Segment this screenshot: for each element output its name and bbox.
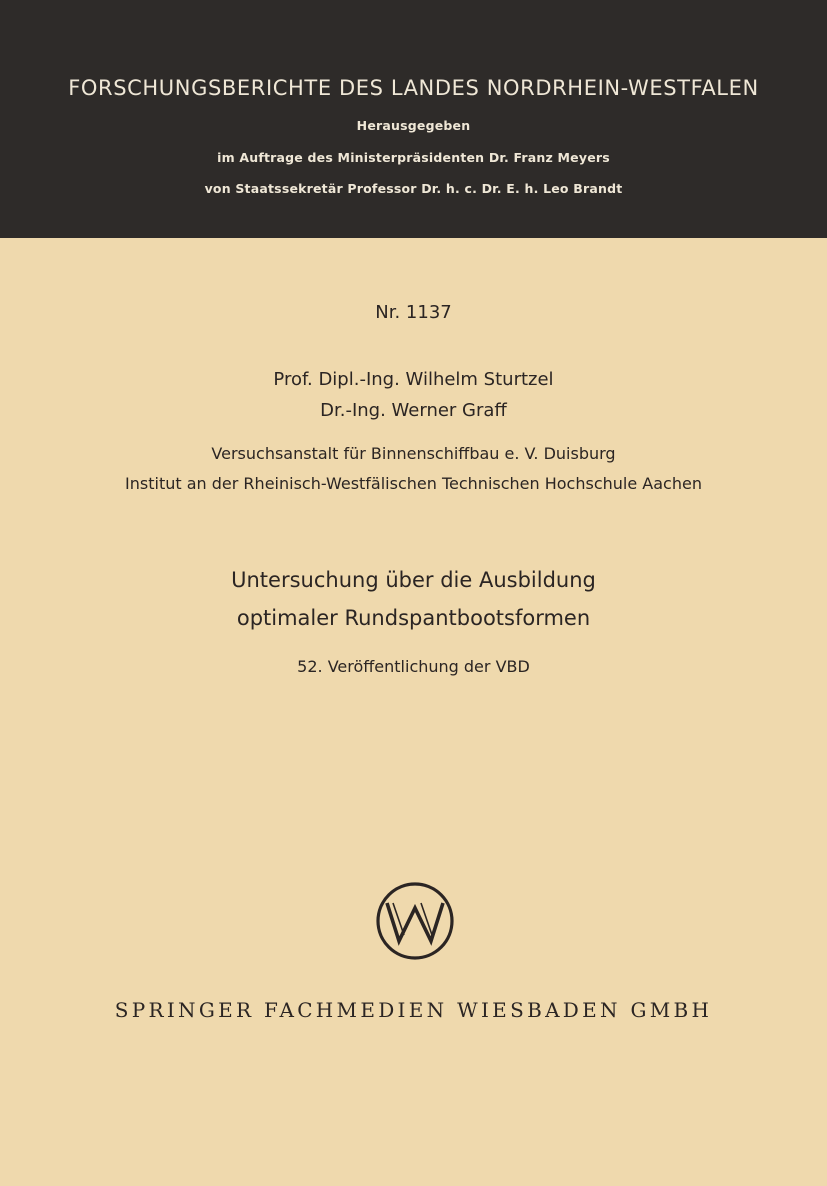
- header-band: [0, 0, 827, 238]
- book-subtitle: 52. Veröffentlichung der VBD: [297, 657, 530, 676]
- series-title: FORSCHUNGSBERICHTE DES LANDES NORDRHEIN-WESTFALEN: [68, 76, 759, 100]
- book-title-line-1: Untersuchung über die Ausbildung: [231, 568, 596, 592]
- issue-number: Nr. 1137: [375, 302, 452, 323]
- author-name: Prof. Dipl.-Ing. Wilhelm Sturtzel: [273, 369, 554, 390]
- author-name: Dr.-Ing. Werner Graff: [320, 400, 507, 421]
- publisher-name: SPRINGER FACHMEDIEN WIESBADEN GMBH: [114, 998, 713, 1022]
- editor-line-3: von Staatssekretär Professor Dr. h. c. Dr. E. h. Leo Brandt: [204, 181, 623, 196]
- book-title-line-2: optimaler Rundspantbootsformen: [236, 606, 591, 630]
- editor-line-1: Herausgegeben: [356, 118, 471, 133]
- institution-line: Institut an der Rheinisch-Westfälischen Technischen Hochschule Aachen: [125, 474, 702, 493]
- institution-line: Versuchsanstalt für Binnenschiffbau e. V. Duisburg: [211, 444, 616, 463]
- editor-line-2: im Auftrage des Ministerpräsidenten Dr. Franz Meyers: [217, 150, 610, 165]
- publisher-logo-icon: [375, 881, 455, 961]
